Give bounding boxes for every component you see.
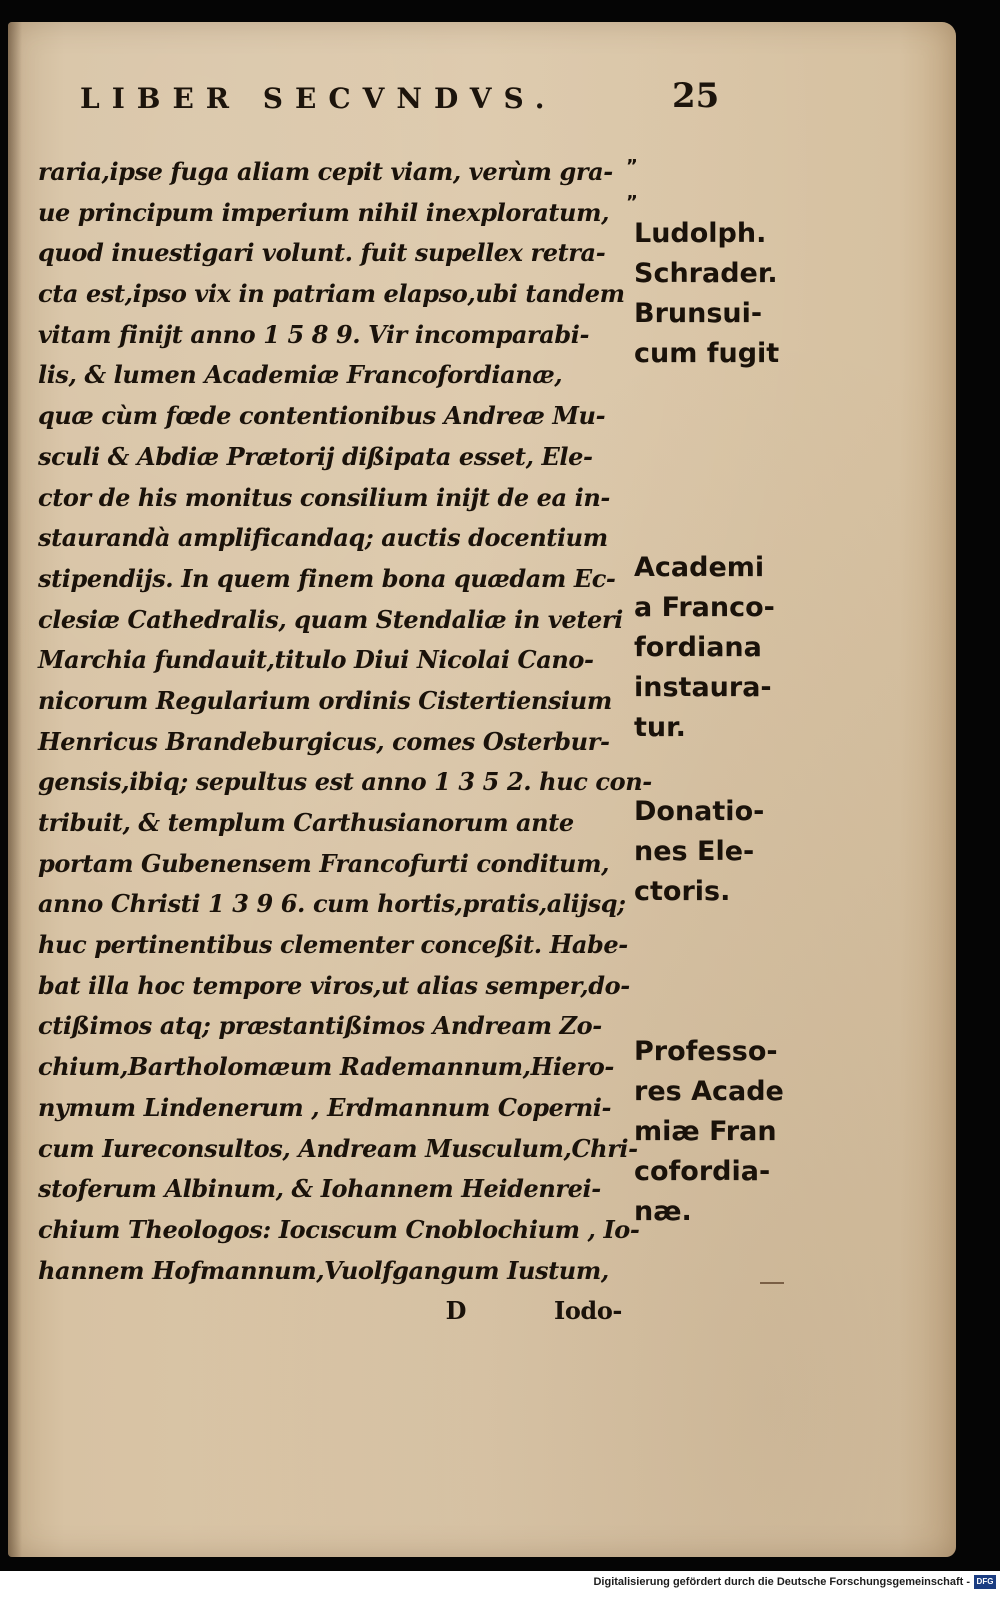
text-line: cta est,ipso vix in patriam elapso,ubi tandem <box>38 279 625 309</box>
text-line: staurandà amplificandaq; auctis docentium <box>38 523 608 553</box>
body-text <box>38 152 652 1332</box>
text-line: stoferum Albinum, & Iohannem Heidenrei- <box>38 1174 601 1204</box>
text-line: nymum Lindenerum , Erdmannum Coperni- <box>38 1092 612 1122</box>
margin-note-donationes <box>634 792 804 912</box>
margin-note-line: næ. <box>634 1196 692 1227</box>
footer-bar <box>0 1571 1000 1597</box>
book-page <box>8 22 956 1557</box>
margin-note-line: miæ Fran <box>634 1116 777 1147</box>
digitization-credit: Digitalisierung gefördert durch die Deutsche Forschungsgemeinschaft - <box>593 1576 970 1588</box>
text-line: bat illa hoc tempore viros,ut alias semper,do- <box>38 970 630 1000</box>
page-number: 25 <box>672 76 720 116</box>
margin-note-line: cum fugit <box>634 338 780 369</box>
text-line: nicorum Regularium ordinis Cistertiensium <box>38 685 612 715</box>
text-line: chium,Bartholomæum Rademannum,Hiero- <box>38 1052 614 1082</box>
text-line: anno Christi 1 3 9 6. cum hortis,pratis,alijsq; <box>38 889 626 919</box>
margin-note-line: Schrader. <box>634 258 778 289</box>
ink-mark <box>760 1282 784 1284</box>
running-title: LIBER SECVNDVS. <box>80 82 557 115</box>
text-line: stipendijs. In quem finem bona quædam Ec- <box>38 563 616 593</box>
page-binding-shadow <box>8 22 22 1557</box>
running-head <box>80 76 780 126</box>
text-line: tribuit, & templum Carthusianorum ante <box>38 808 574 837</box>
text-line: portam Gubenensem Francofurti conditum, <box>38 848 610 878</box>
margin-note-professores <box>634 1032 804 1232</box>
text-line: hannem Hofmannum,Vuolfgangum Iustum, <box>38 1255 609 1285</box>
margin-marker: ” <box>626 192 638 213</box>
text-line: gensis,ibiq; sepultus est anno 1 3 5 2. huc con- <box>38 767 652 797</box>
margin-marker: ” <box>626 156 638 177</box>
margin-notes <box>620 152 800 1352</box>
margin-note-line: Academi <box>634 552 765 583</box>
text-line: ctor de his monitus consilium inijt de ea in- <box>38 482 610 512</box>
margin-note-line: Brunsui- <box>634 298 763 329</box>
margin-note-line: Donatio- <box>634 796 765 827</box>
signature-line <box>38 1291 628 1332</box>
signature-mark: D <box>445 1296 467 1326</box>
margin-note-schrader <box>634 214 804 374</box>
margin-note-line: Ludolph. <box>634 218 767 249</box>
text-line: ue principum imperium nihil inexploratum, <box>38 197 610 227</box>
margin-note-line: cofordia- <box>634 1156 771 1187</box>
margin-note-line: Professo- <box>634 1036 778 1067</box>
text-line: quæ cùm fœde contentionibus Andreæ Mu- <box>38 401 606 431</box>
text-line: cum Iureconsultos, Andream Musculum,Chri- <box>38 1133 638 1163</box>
text-line: raria,ipse fuga aliam cepit viam, verùm gra- <box>38 157 613 186</box>
text-line: quod inuestigari volunt. fuit supellex retra- <box>38 238 606 268</box>
text-line: Henricus Brandeburgicus, comes Osterbur- <box>38 726 610 756</box>
text-line: Marchia fundauit,titulo Diui Nicolai Cano- <box>38 645 594 675</box>
dfg-logo: DFG <box>974 1575 996 1589</box>
margin-note-line: a Franco- <box>634 592 775 623</box>
text-line: vitam finijt anno 1 5 8 9. Vir incomparabi- <box>38 319 590 349</box>
margin-note-line: res Acade <box>634 1076 784 1107</box>
margin-note-line: tur. <box>634 712 686 743</box>
text-line: lis, & lumen Academiæ Francofordianæ, <box>38 360 563 390</box>
text-line: chium Theologos: Iocıscum Cnoblochium , Io- <box>38 1214 640 1244</box>
margin-note-academia <box>634 548 804 748</box>
margin-note-line: instaura- <box>634 672 772 703</box>
margin-note-line: ctoris. <box>634 876 731 907</box>
margin-note-line: fordiana <box>634 632 762 663</box>
margin-note-line: nes Ele- <box>634 836 755 867</box>
text-line: ctißimos atq; præstantißimos Andream Zo- <box>38 1011 602 1041</box>
text-line: huc pertinentibus clementer conceßit. Habe- <box>38 930 628 960</box>
catchword: Iodo- <box>554 1296 622 1326</box>
text-line: sculi & Abdiæ Prætorij dißipata esset, Ele- <box>38 441 593 471</box>
text-line: clesiæ Cathedralis, quam Stendaliæ in veteri <box>38 604 623 634</box>
